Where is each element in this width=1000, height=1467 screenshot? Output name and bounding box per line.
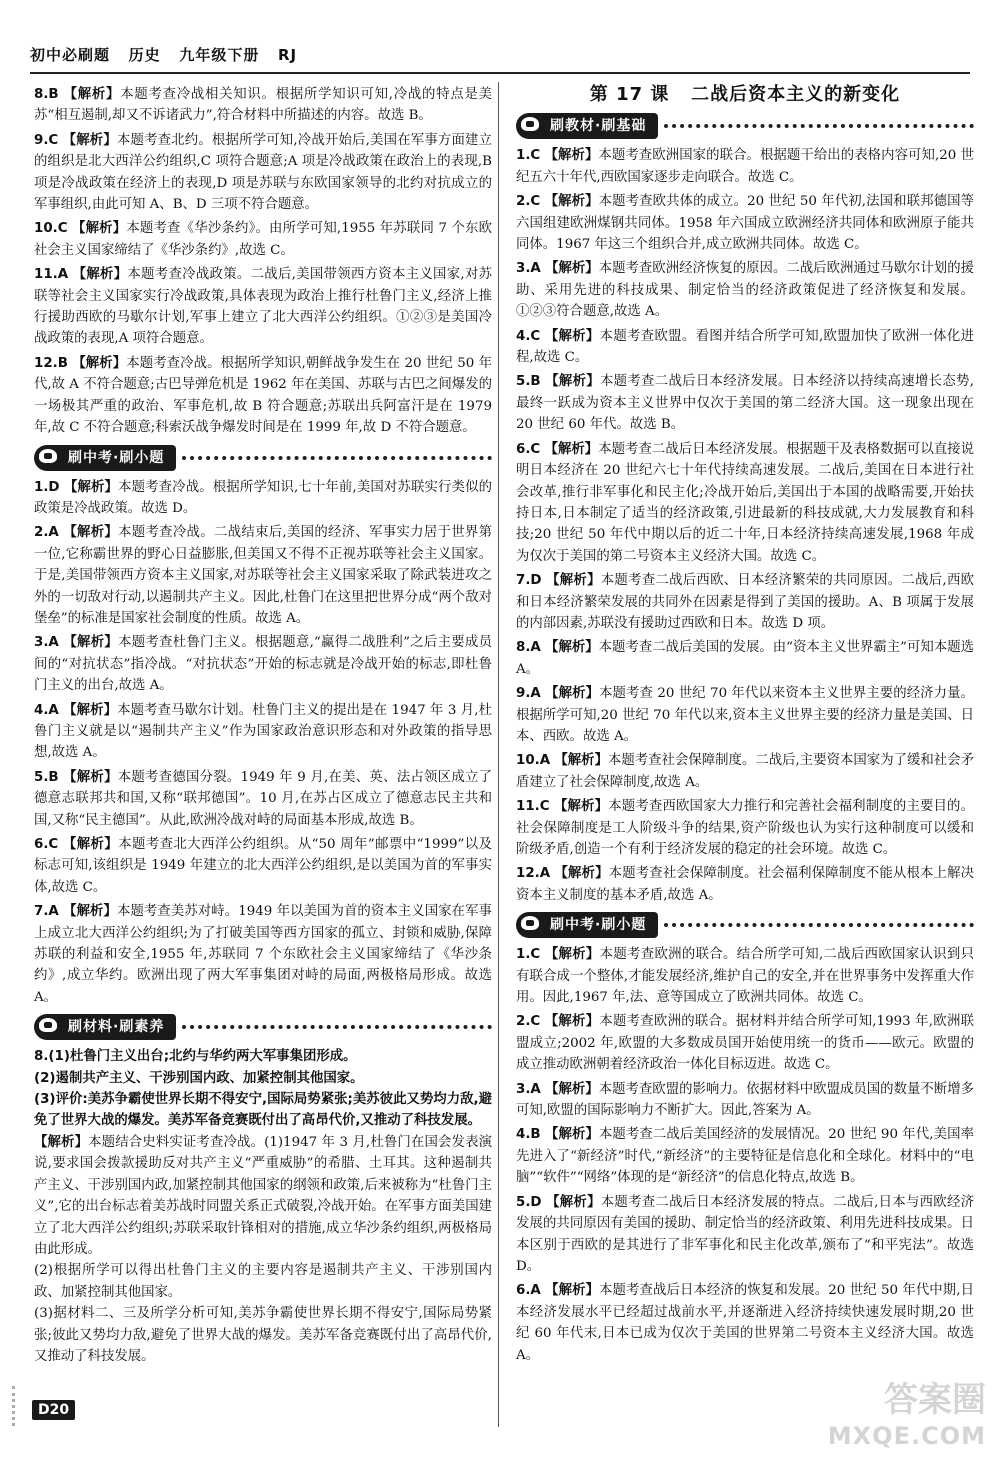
entry-num: 10. — [34, 221, 58, 237]
answer-entry — [34, 901, 492, 1008]
entry-text: 本题考查马歇尔计划。杜鲁门主义的提出是在 1947 年 3 月,杜鲁门主义就是以“遏制共产主义”作为国家政治意识形态和对外政策的指导思想,故选 A。 — [34, 702, 493, 761]
entry-tag: 【解析】 — [545, 261, 599, 277]
entry-tag: 【解析】 — [544, 148, 599, 164]
entry-ans: C — [530, 194, 541, 210]
entry-text: 本题考查冷战相关知识。根据所学知识可知,冷战的特点是美苏“相互遏制,却又不诉诸武力”,符合材料中所描述的内容。故选 B。 — [34, 87, 492, 124]
section-banner-right-2 — [516, 912, 974, 938]
entry-tag: 【解析】 — [72, 221, 127, 237]
answer-entry — [516, 683, 974, 747]
entry-text: 本题考查欧洲的联合。结合所学可知,二战后西欧国家认识到只有联合成一个整体,才能发展经济,维护自己的安全,并在世界事务中发挥重大作用。因此,1967 年,法、意等国成立了欧洲共同体。故选 C。 — [516, 947, 974, 1006]
entry-ans: C — [530, 328, 541, 344]
page-corner-dots — [12, 1386, 29, 1426]
answer-entry — [516, 1280, 974, 1366]
answer-entry — [516, 191, 974, 255]
entry-num: 6. — [516, 1283, 531, 1299]
entry-num: 7. — [34, 904, 49, 920]
entry-tag: 【解析】 — [72, 355, 127, 371]
entry-ans: B — [530, 374, 541, 390]
entry-ans: C — [530, 947, 541, 963]
entry-text: 本题考查杜鲁门主义。根据题意,“赢得二战胜利”之后主要成员间的“对抗状态”指冷战。“对抗状态”开始的标志就是冷战开始的标志,即杜鲁门主义的出台,故选 A。 — [34, 635, 492, 694]
entry-ans: C — [530, 441, 541, 457]
entry-text: 本题考查欧盟。看图并结合所学可知,欧盟加快了欧洲一体化进程,故选 C。 — [516, 328, 974, 366]
brush-icon — [519, 115, 541, 133]
question-8-answer: 8.(1)杜鲁门主义出台;北约与华约两大军事集团形成。 (2)遏制共产主义、干涉别国内政、加紧控制其他国家。 (3)评价:美苏争霸使世界长期不得安宁,国际局势紧张;美苏彼此又势均力敌,避免了世界大战的爆发。美苏军备竞赛既付出了高昂代价,又推动了科技发展。 【解析】本题结合史料实证考查冷战。(1)1947 年 3 月,杜鲁门在国会发表演说,要求国会拨款援助反对共产主义“严重威胁”的希腊、土耳其。这种遏制共产主义、干涉别国内政,加紧控制其他国家的纲领和政策,后来被称为“杜鲁门主义”,它的出台标志着美苏战时同盟关系正式破裂,冷战开始。在军事方面美国建立了北大西洋公约组织;苏联采取针锋相对的措施,成立华沙条约组织,两极格局由此形成。 (2)根据所学可以得出杜鲁门主义的主要内容是遏制共产主义、干涉别国内政、加紧控制其他国家。 (3)据材料二、三及所学分析可知,美苏争霸使世界长期不得安宁,国际局势紧张;彼此又势均力敌,避免了世界大战的爆发。美苏军备竞赛既付出了高昂代价,又推动了科技发展。 — [34, 1049, 492, 1364]
entry-text: 本题考查二战后日本经济发展。日本经济以持续高速增长态势,最终一跃成为资本主义世界中仅次于美国的第二经济大国。这一现象出现在 20 世纪 60 年代。故选 B。 — [516, 374, 974, 433]
answer-entry — [516, 1079, 974, 1122]
header-rule — [30, 72, 970, 74]
entry-text: 本题考查欧共体的成立。20 世纪 50 年代初,法国和联邦德国等六国组建欧洲煤钢共同体。1958 年六国成立欧洲经济共同体和欧洲原子能共同体。1967 年这三个组织合并,成立欧洲共同体。故选 C。 — [516, 194, 975, 253]
entry-num: 11. — [516, 799, 540, 815]
entry-tag: 【解析】 — [545, 686, 600, 702]
entry-text: 本题考查冷战。二战结束后,美国的经济、军事实力居于世界第一位,它称霸世界的野心日益膨胀,但美国又不得不正视苏联等社会主义国家。于是,美国带领西方资本主义国家,对苏联等社会主义国家采取了除武装进攻之外的一切敌对行动,以遏制共产主义。因此,杜鲁门在这里把世界分成“两个敌对堡垒”的标准是国家社会制度的性质。故选 A。 — [34, 525, 492, 626]
entry-tag: 【解析】 — [545, 1081, 599, 1097]
section-banner-left-1 — [34, 445, 492, 471]
answer-entry — [34, 84, 492, 127]
entry-ans: C — [530, 148, 541, 164]
banner-dots — [182, 1025, 492, 1029]
entry-num: 3. — [516, 261, 531, 277]
entry-tag: 【解析】 — [544, 328, 600, 344]
entry-text: 本题考查北大西洋公约组织。从“50 周年”邮票中“1999”以及标志可知,该组织是 1949 年建立的北大西洋公约组织,是以美国为首的军事实体,故选 C。 — [34, 837, 492, 895]
entry-tag: 【解析】 — [544, 1127, 599, 1143]
entry-tag: 【解析】 — [545, 374, 600, 390]
answer-entry — [516, 371, 974, 435]
entry-text: 本题考查美苏对峙。1949 年以美国为首的资本主义国家在军事上成立北大西洋公约组织;为了打破美国等西方国家的孤立、封锁和威胁,保障苏联的利益和安全,1955 年,苏联同 7 个东欧社会主义国家缔结了《华沙条约》,成立华约。欧洲出现了两大军事集团对峙的局面,两极格局形成。故选 A。 — [34, 904, 492, 1005]
entry-tag: 【解析】 — [546, 573, 601, 589]
entry-ans: C — [539, 799, 550, 815]
answer-entry — [516, 1192, 974, 1278]
entry-text: 本题考查社会保障制度。社会福利保障制度不能从根本上解决资本主义制度的基本矛盾,故选 A。 — [516, 866, 975, 903]
entry-ans: C — [57, 221, 68, 237]
entry-tag: 【解析】 — [62, 837, 119, 852]
brush-icon — [519, 914, 541, 932]
entry-text: 本题考查社会保障制度。二战后,主要资本国家为了缓和社会矛盾建立了社会保障制度,故选 A。 — [516, 753, 974, 790]
entry-tag: 【解析】 — [63, 635, 119, 651]
answer-entry — [516, 1124, 974, 1188]
entry-ans: D — [48, 479, 60, 495]
entry-text: 本题考查西欧国家大力推行和完善社会福利制度的主要目的。社会保障制度是工人阶级斗争的结果,资产阶级也认为实行这种制度可以缓和阶级矛盾,创造一个有利于经济发展的稳定的社会环境。故选 C。 — [516, 799, 974, 857]
entry-tag: 【解析】 — [63, 525, 119, 541]
answer-entry — [516, 796, 974, 860]
entry-text: 本题考查《华沙条约》。由所学可知,1955 年苏联同 7 个东欧社会主义国家缔结了《华沙条约》,故选 C。 — [34, 221, 493, 258]
entry-num: 5. — [34, 769, 49, 785]
answer-entry — [516, 637, 974, 680]
entry-text: 本题考查冷战。根据所学知识,七十年前,美国对苏联实行类似的政策是冷战政策。故选 D。 — [34, 479, 493, 516]
answer-entry — [34, 632, 492, 696]
left-mid-entries — [34, 477, 492, 1009]
entry-num: 4. — [516, 328, 531, 344]
entry-text: 本题考查欧洲的联合。据材料并结合所学可知,1993 年,欧洲联盟成立;2002 年,欧盟的大多数成员国开始使用统一的货币——欧元。欧盟的成立推动欧洲朝着经济政治一体化目标迈进。故选 C。 — [516, 1014, 974, 1073]
entry-text: 本题考查北约。根据所学可知,冷战开始后,美国在军事方面建立的组织是北大西洋公约组织,C 项符合题意;A 项是冷战政策在政治上的表现,B 项是冷战政策在经济上的表现,D 项是苏联与东欧国家领导的北约对抗成立的军事组织,由此可知 A、B、D 三项不符合题意。 — [34, 132, 492, 213]
answer-entry — [34, 767, 492, 831]
left-top-entries — [34, 84, 492, 439]
page-number: D20 — [32, 1400, 75, 1420]
entry-tag: 【解析】 — [545, 640, 599, 656]
entry-tag: 【解析】 — [63, 769, 118, 785]
entry-ans: B — [48, 87, 59, 102]
entry-text: 本题考查战后日本经济的恢复和发展。20 世纪 50 年代中期,日本经济发展水平已经超过战前水平,并逐渐进入经济持续快速发展时期,20 世纪 60 年代末,日本已成为仅次于美国的世界第二号资本主义经济大国。故选 A。 — [516, 1283, 975, 1363]
entry-ans: D — [530, 1194, 542, 1210]
entry-ans: A — [530, 1081, 541, 1097]
entry-ans: D — [530, 573, 542, 589]
entry-num: 3. — [34, 635, 49, 651]
answer-entry — [34, 477, 492, 520]
entry-ans: A — [539, 866, 551, 882]
entry-ans: A — [48, 525, 59, 541]
answer-entry — [516, 326, 974, 369]
entry-tag: 【解析】 — [544, 441, 599, 457]
entry-text: 本题考查二战后美国经济的发展情况。20 世纪 90 年代,美国率先进入了“新经济”时代,“新经济”的主要特征是信息化和全球化。材料中的“电脑”“软件”“网络”体现的是“新经济”的信息化特点,故选 B。 — [516, 1127, 974, 1186]
left-column — [34, 84, 492, 1370]
brush-icon — [37, 447, 59, 465]
entry-ans: A — [530, 261, 541, 277]
entry-num: 12. — [34, 355, 58, 371]
entry-text: 本题考查二战后美国的发展。由“资本主义世界霸主”可知本题选 A。 — [516, 640, 974, 677]
entry-text: 本题考查欧洲经济恢复的原因。二战后欧洲通过马歇尔计划的援助、采用先进的科技成果、制定恰当的经济政策促进了经济恢复和发展。①②③符合题意,故选 A。 — [516, 261, 975, 320]
lesson-title: 第 17 课 二战后资本主义的新变化 — [589, 84, 901, 105]
entry-num: 8. — [34, 87, 49, 102]
entry-num: 10. — [516, 753, 540, 769]
right-a-entries — [516, 145, 974, 906]
section-banner-left-2 — [34, 1014, 492, 1040]
banner-label: 刷材料·刷素养 — [34, 1014, 176, 1040]
entry-num: 7. — [516, 573, 531, 589]
entry-ans: A — [57, 267, 69, 283]
entry-ans: B — [57, 355, 68, 371]
answer-entry — [34, 700, 492, 764]
entry-ans: A — [48, 904, 59, 920]
entry-num: 6. — [34, 837, 49, 852]
banner-label: 刷中考·刷小题 — [516, 912, 658, 938]
entry-num: 11. — [34, 267, 58, 283]
entry-tag: 【解析】 — [554, 753, 608, 769]
entry-ans: A — [539, 753, 551, 769]
entry-num: 2. — [34, 525, 49, 541]
answer-entry — [34, 834, 492, 898]
entry-num: 9. — [516, 686, 531, 702]
answer-entry — [516, 944, 974, 1008]
brush-icon — [37, 1016, 59, 1034]
entry-tag: 【解析】 — [63, 479, 119, 495]
entry-ans: A — [48, 635, 59, 651]
entry-ans: B — [530, 1127, 541, 1143]
column-divider — [498, 82, 499, 1427]
entry-ans: C — [48, 132, 59, 148]
entry-num: 1. — [34, 479, 49, 495]
entry-tag: 【解析】 — [63, 904, 117, 920]
entry-ans: A — [48, 702, 59, 718]
entry-num: 6. — [516, 441, 531, 457]
entry-num: 9. — [34, 132, 49, 148]
entry-ans: A — [530, 640, 541, 656]
right-column — [516, 84, 974, 1369]
entry-text: 本题考查二战后日本经济发展的特点。二战后,日本与西欧经济发展的共同原因有美国的援助、制定恰当的经济政策、利用先进科技成果。日本区别于西欧的是其进行了非军事化和民主化改革,颁布了“和平宪法”。故选 D。 — [516, 1194, 975, 1274]
answer-entry — [516, 439, 974, 567]
entry-num: 5. — [516, 1194, 531, 1210]
entry-tag: 【解析】 — [544, 947, 600, 963]
entry-tag: 【解析】 — [545, 1283, 600, 1299]
entry-num: 5. — [516, 374, 531, 390]
banner-label: 刷教材·刷基础 — [516, 113, 658, 139]
entry-tag: 【解析】 — [554, 866, 609, 882]
entry-tag: 【解析】 — [546, 1194, 601, 1210]
entry-ans: C — [530, 1014, 541, 1030]
entry-tag: 【解析】 — [544, 194, 599, 210]
answer-entry — [516, 570, 974, 634]
watermark: 答案圈 MXQE.COM — [827, 1380, 986, 1450]
entry-ans: A — [530, 686, 541, 702]
answer-entry — [516, 258, 974, 322]
entry-ans: A — [530, 1283, 541, 1299]
entry-num: 4. — [34, 702, 49, 718]
answer-entry — [34, 353, 492, 439]
entry-tag: 【解析】 — [63, 87, 121, 102]
banner-label: 刷中考·刷小题 — [34, 445, 176, 471]
answer-entry — [34, 522, 492, 629]
answer-entry — [516, 145, 974, 188]
entry-num: 1. — [516, 148, 531, 164]
answer-entry — [516, 1011, 974, 1075]
page-header: 初中必刷题 历史 九年级下册 RJ — [30, 46, 298, 64]
banner-dots — [664, 923, 974, 927]
entry-tag: 【解析】 — [63, 702, 118, 718]
entry-text: 本题考查欧盟的影响力。依据材料中欧盟成员国的数量不断增多可知,欧盟的国际影响力不断扩大。因此,答案为 A。 — [516, 1081, 975, 1119]
entry-num: 8. — [516, 640, 531, 656]
entry-num: 2. — [516, 1014, 531, 1030]
banner-dots — [664, 124, 974, 128]
entry-num: 4. — [516, 1127, 531, 1143]
entry-text: 本题考查冷战。根据所学知识,朝鲜战争发生在 20 世纪 50 年代,故 A 不符合题意;古巴导弹危机是 1962 年在美国、苏联与古巴之间爆发的一场极其严重的政治、军事危机,故 B 符合题意;苏联出兵阿富汗是在 1979 年,故 C 不符合题意;科索沃战争爆发时间是在 1999 年,故 D 不符合题意。 — [34, 355, 493, 436]
section-banner-right-1 — [516, 113, 974, 139]
entry-tag: 【解析】 — [553, 799, 609, 815]
entry-tag: 【解析】 — [72, 267, 128, 283]
entry-num: 1. — [516, 947, 531, 963]
entry-text: 本题考查二战后西欧、日本经济繁荣的共同原因。二战后,西欧和日本经济繁荣发展的共同外在因素是得到了美国的援助。A、B 项属于发展的内部因素,苏联没有援助过西欧和日本。故选 D 项。 — [516, 573, 975, 631]
entry-text: 本题考查 20 世纪 70 年代以来资本主义世界主要的经济力量。根据所学可知,20 世纪 70 年代以来,资本主义世界主要的经济力量是美国、日本、西欧。故选 A。 — [516, 686, 975, 744]
entry-text: 本题考查二战后日本经济发展。根据题干及表格数据可以直接说明日本经济在 20 世纪六七十年代持续高速发展。二战后,美国在日本进行社会改革,推行非军事化和民主化;冷战开始后,美国出于本国的战略需要,开始扶持日本,日本制定了适当的经济政策,引进最新的科技成就,大力发展教育和科技;20 世纪 50 年代中期以后的近二十年,日本经济持续高速发展,1968 年成为仅次于美国的第二号资本主义经济大国。故选 C。 — [516, 441, 974, 564]
right-b-entries — [516, 944, 974, 1366]
answer-entry — [34, 218, 492, 261]
entry-tag: 【解析】 — [544, 1014, 600, 1030]
entry-text: 本题考查德国分裂。1949 年 9 月,在美、英、法占领区成立了德意志联邦共和国,又称“联邦德国”。10 月,在苏占区成立了德意志民主共和国,又称“民主德国”。从此,欧洲冷战对峙的局面基本形成,故选 B。 — [34, 769, 492, 828]
entry-num: 12. — [516, 866, 540, 882]
entry-num: 3. — [516, 1081, 531, 1097]
entry-text: 本题考查欧洲国家的联合。根据题干给出的表格内容可知,20 世纪五六十年代,西欧国家逐步走向联合。故选 C。 — [516, 148, 974, 185]
answer-entry — [34, 130, 492, 216]
entry-tag: 【解析】 — [62, 132, 117, 148]
answer-entry — [516, 863, 974, 906]
banner-dots — [182, 456, 492, 460]
entry-text: 本题考查冷战政策。二战后,美国带领西方资本主义国家,对苏联等社会主义国家实行冷战政策,具体表现为政治上推行杜鲁门主义,经济上推行援助西欧的马歇尔计划,军事上建立了北大西洋公约组织。①②③是美国冷战政策的表现,A 项符合题意。 — [34, 267, 493, 347]
answer-entry — [34, 264, 492, 350]
answer-entry — [516, 750, 974, 793]
entry-ans: C — [48, 837, 59, 852]
entry-ans: B — [48, 769, 59, 785]
entry-num: 2. — [516, 194, 531, 210]
